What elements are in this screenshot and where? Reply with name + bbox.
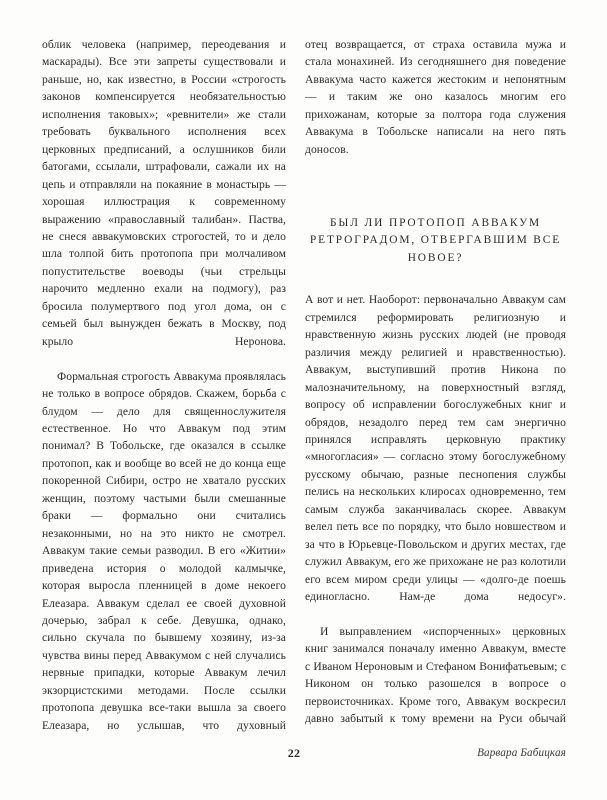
page-columns bbox=[42, 36, 566, 732]
page-number: 22 bbox=[287, 746, 301, 760]
paragraph: А вот и нет. Наоборот: первоначально Аввакум сам стремился реформировать религиозную и нравственную жизнь русских людей (не проводя различия между религией и нравственностью). Аввакум, выступивший против Никона по малозначительному, на поверхностный взгляд, вопросу об исправлении богослужебных книг и обрядов, незадолго перед тем сам энергично принялся исправлять церковную практику «многогласия» — согласно этому богослужебному русскому обычаю, разные песнопения службы пелись на нескольких клиросах одновременно, тем самым служба заканчивалась скорее. Аввакум велел петь все по порядку, что было новшеством и за что в Юрьевце-Повольском и других местах, где служил Аввакум, его же прихожане не раз колотили его всем миром среди улицы — «долго-де поешь единогласно. Нам-де дома недосуг». bbox=[305, 293, 566, 604]
paragraph: облик человека (например, переодевания и маскарады). Все эти запреты существовали и раньше, но, как известно, в России «строгость законов компенсируется необязательностью исполнения таковых»; «ревнители» же стали требовать буквального исполнения всех церковных предписаний, а ослушников били батогами, ссылали, штрафовали, сажали их на цепь и отправляли на покаяние в монастырь — хорошая иллюстрация к современному выражению «православный талибан». Паства, не снеся аввакумовских строгостей, то и дело шла толпой бить протопопа при молчаливом попустительстве воеводы (чьи стрельцы нарочито медленно ехали на подмогу), раз бросила полумертвого под угол дома, он с семьей был вынужден бежать в Москву, под крыло Неронова. bbox=[42, 38, 286, 348]
section-heading: БЫЛ ЛИ ПРОТОПОП АВВАКУМ РЕТРОГРАДОМ, ОТВЕРГАВШИМ ВСЕ НОВОЕ? bbox=[309, 216, 562, 264]
right-text-column bbox=[305, 36, 566, 726]
paragraph-continuation: отец возвращается, от страха оставила мужа и стала монахиней. Из сегодняшнего дня поведение Аввакума часто кажется жестоким и непонятным — и таким же оно казалось многим его прихожанам, которые за полтора года служения Аввакума в Тобольске написали на него пять доносов. bbox=[305, 38, 566, 156]
paragraph: Формальная строгость Аввакума проявлялась не только в вопросе обрядов. Скажем, борьба с блудом — дело для священнослужителя естественное. Но что Аввакум под этим понимал? В Тобольске, где оказался в ссылке протопоп, как и вообще во всей не до конца еще покоренной Сибири, остро не хватало русских женщин, поэтому частыми были смешанные браки — формально они считались незаконными, но на это никто не смотрел. Аввакум такие семьи разводил. В его «Житии» приведена история о молодой калмычке, которая выросла пленницей в доме некоего Елеазара. Аввакум сделал ее своей духовной дочерью, забрал к себе. Девушка, однако, сильно скучала по бывшему хозяину, из-за чувства вины перед Аввакумом с ней случались нервные припадки, которые Аввакум лечил экзорцистскими методами. После ссылки протопопа девушка все-таки вышла за своего Елеазара, но услышав, что духовный bbox=[42, 369, 286, 732]
paragraph: И выправлением «испорченных» церковных книг занимался поначалу именно Аввакум, вместе с Иваном Нероновым и Стефаном Вонифатьевым; с Никоном он только разошелся в вопросе о первоисточниках. Кроме того, Аввакум воскресил давно забытый к тому времени на Руси обычай bbox=[305, 625, 566, 726]
running-head-author: Варвара Бабицкая bbox=[477, 747, 566, 759]
page-footer bbox=[42, 746, 566, 770]
left-text-column bbox=[42, 36, 286, 732]
